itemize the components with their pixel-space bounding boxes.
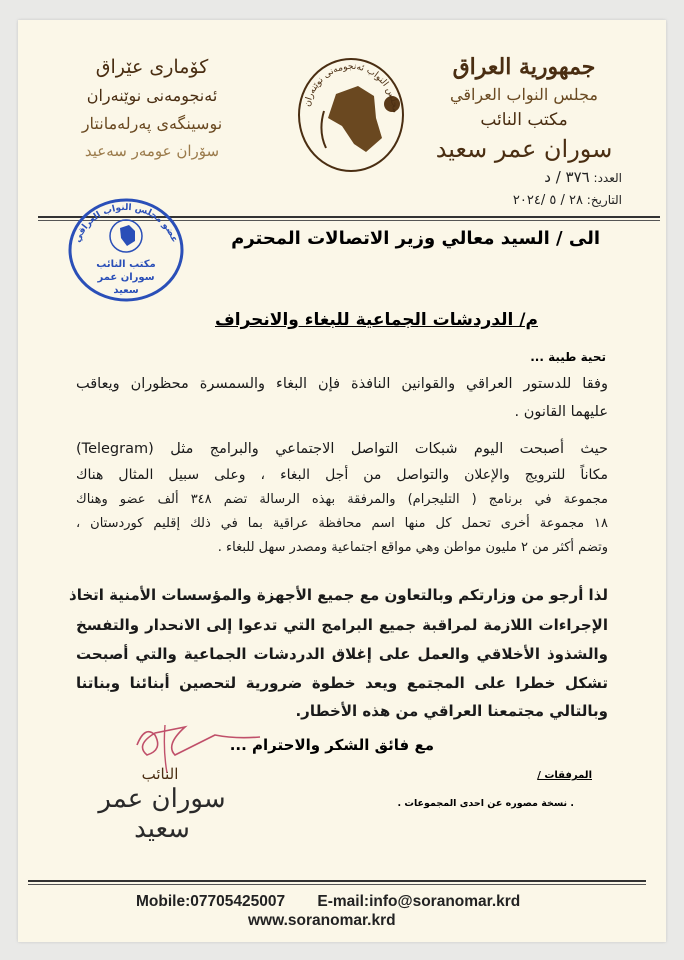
greeting: تحية طيبة ... bbox=[530, 350, 606, 364]
stamp-line2: سوران عمر سعيد bbox=[97, 272, 155, 296]
number-label: العدد: bbox=[593, 171, 622, 185]
paragraph2-line: حيث أصبحت اليوم شبكات التواصل الاجتماعي والبرامج مثل (Telegram) bbox=[76, 441, 608, 457]
stamp-text bbox=[86, 258, 166, 297]
date-label: التاريخ: bbox=[586, 193, 622, 207]
footer-mobile: Mobile:07705425007 bbox=[136, 893, 286, 910]
paragraph3-line: لذا أرجو من وزارتكم وبالتعاون مع جميع الأجهزة والمؤسسات الأمنية اتخاذ bbox=[69, 586, 608, 604]
letterhead-mp-name-ku: سۆران عومەر سەعید bbox=[84, 142, 220, 160]
letterhead-mp-name: سوران عمر سعيد bbox=[435, 135, 613, 163]
attachment-item: . نسخة مصوره عن احدى المجموعات . bbox=[397, 798, 574, 809]
paragraph1-line: عليهما القانون . bbox=[514, 404, 608, 420]
paragraph1-line: وفقا للدستور العراقي والقوانين النافذة فإن البغاء والسمسرة محظوران ويعاقب bbox=[76, 376, 608, 392]
letterhead-office: مكتب النائب bbox=[480, 110, 568, 130]
paragraph3-line: الإجراءات اللازمة لمراقبة جميع البرامج التي تدعوا إلى الانحدار والتفسخ bbox=[76, 616, 608, 634]
letterhead-country-ku: کۆماری عێراق bbox=[95, 56, 209, 78]
recipient: الى / السيد معالي وزير الاتصالات المحترم bbox=[231, 228, 600, 249]
number-value: ٣٧٦ / د bbox=[544, 168, 590, 186]
date-value: ٢٨ / ٥ /٢٠٢٤ bbox=[512, 193, 583, 208]
signature-title: النائب bbox=[141, 765, 179, 783]
letterhead-kurdish bbox=[52, 52, 252, 164]
footer-website: www.soranomar.krd bbox=[248, 912, 396, 929]
letterhead-office-ku: نوسینگەی پەرلەمانتار bbox=[81, 114, 223, 133]
paragraph3-line: وبالتالي مجتمعنا العراقي من هذه الأخطار. bbox=[295, 702, 608, 720]
parliament-emblem bbox=[296, 56, 406, 174]
paragraph3-line: والشذوذ الأخلاقي والعمل على إغلاق الدردشات الجماعية والتي أصبحت bbox=[76, 645, 608, 663]
footer-contact bbox=[136, 893, 520, 911]
paragraph2-line: وتضم أكثر من ٢ مليون مواطن وهي مواقع اجتماعية ومصدر سهل للبغاء . bbox=[217, 540, 608, 555]
letterhead-council: مجلس النواب العراقي bbox=[450, 85, 598, 104]
reference-block bbox=[513, 166, 622, 212]
footer-email: E-mail:info@soranomar.krd bbox=[317, 893, 521, 910]
paragraph3-line: تشكل خطرا على المجتمع ويعد خطوة ضرورية لتحصين أبنائنا وبناتنا bbox=[76, 674, 608, 692]
signature-name: سوران عمر سعيد bbox=[98, 784, 226, 844]
attachments-label: المرفقات / bbox=[537, 770, 592, 781]
paragraph2-line: مكاناً للترويج والإعلان والتواصل من أجل البغاء ، وعلى سبيل المثال هناك bbox=[76, 467, 608, 483]
paragraph2-line: مجموعة في برنامج ( التليجرام) والمرفقة بهذه الرسالة تضم ٣٤٨ ألف عضو وهناك bbox=[76, 492, 608, 507]
closing: مع فائق الشكر والاحترام ... bbox=[229, 736, 434, 754]
paragraph2-line: ١٨ مجموعة أخرى تحمل كل منها اسم محافظة عراقية بما في ذلك إقليم كوردستان ، bbox=[76, 516, 608, 531]
stamp-ring-text: عضو مجلس النواب العراقي bbox=[72, 202, 180, 244]
emblem-text: مجلس النواب ئەنجومەنی نوێنەران bbox=[302, 61, 400, 114]
subject: م/ الدردشات الجماعية للبغاء والانحراف bbox=[215, 310, 538, 330]
letterhead-council-ku: ئەنجومەنی نوێنەران bbox=[86, 86, 218, 105]
letterhead-country: جمهورية العراق bbox=[452, 54, 596, 80]
letterhead-arabic bbox=[424, 52, 624, 166]
footer-divider bbox=[28, 880, 646, 885]
stamp-line1: مكتب النائب bbox=[96, 259, 156, 270]
